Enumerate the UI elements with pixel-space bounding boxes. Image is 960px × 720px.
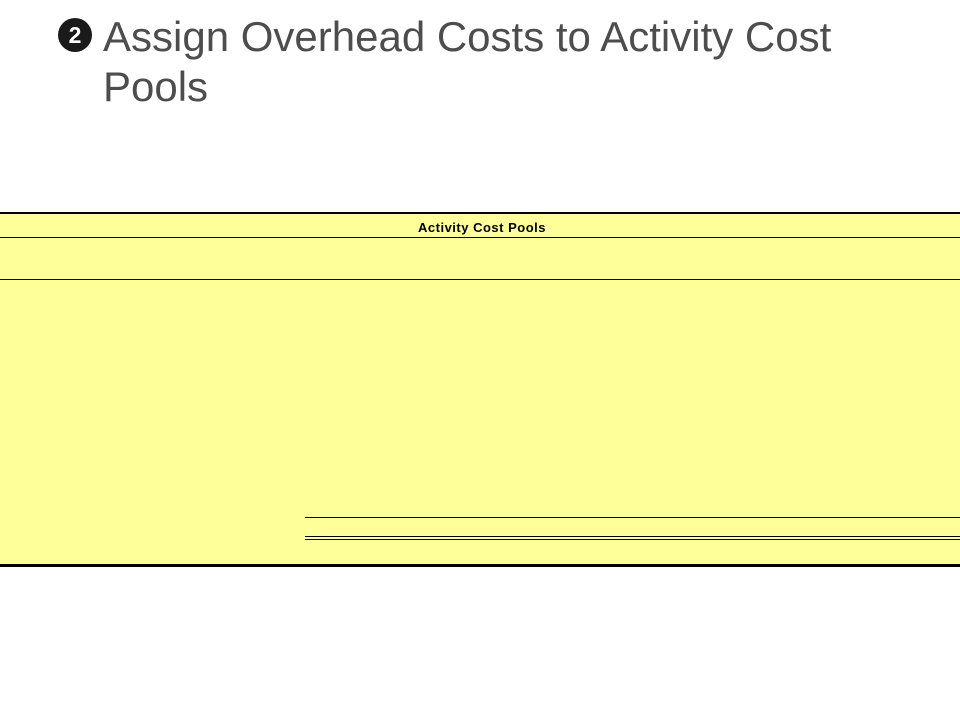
number-2-bullet-icon: 2 <box>58 18 92 52</box>
header-bottom-divider <box>0 279 960 280</box>
activity-cost-pools-table <box>0 212 960 567</box>
total-double-rule <box>305 539 960 540</box>
slide-title <box>58 12 918 112</box>
header-divider <box>0 237 960 238</box>
table-caption: Activity Cost Pools <box>418 220 546 235</box>
total-top-rule <box>305 517 960 518</box>
slide-title-text: Assign Overhead Costs to Activity Cost Pools <box>103 13 832 110</box>
total-double-rule <box>305 536 960 537</box>
